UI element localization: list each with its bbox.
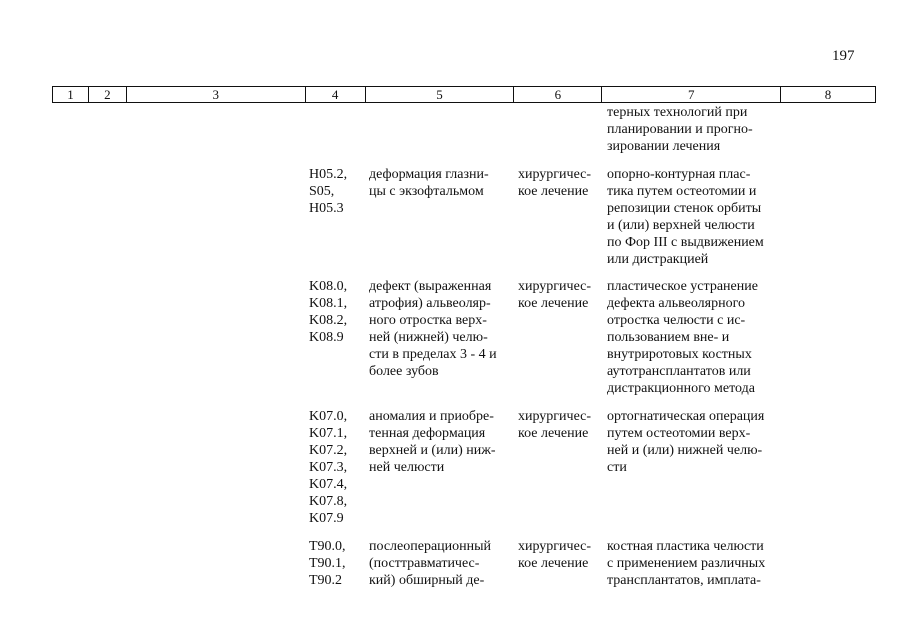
row1-codes-cell bbox=[309, 166, 367, 217]
column-header-1: 1 bbox=[53, 87, 89, 102]
icd-code: K07.9 bbox=[309, 511, 344, 526]
row1-diagnosis-cell bbox=[369, 166, 509, 200]
row4-method-cell bbox=[607, 538, 777, 589]
icd-code: K08.9 bbox=[309, 330, 344, 345]
column-header-7: 7 bbox=[602, 87, 781, 102]
diagnosis-line: послеоперационный bbox=[369, 539, 492, 554]
method-line: костная пластика челюсти bbox=[607, 539, 764, 554]
method-line: пластическое устранение bbox=[607, 279, 758, 294]
diagnosis-line: цы с экзофтальмом bbox=[369, 184, 484, 199]
continuation-method-cell bbox=[607, 104, 777, 155]
icd-code: H05.2, bbox=[309, 167, 348, 182]
row3-codes-cell bbox=[309, 408, 367, 527]
icd-code: T90.2 bbox=[309, 573, 343, 588]
diagnosis-line: аномалия и приобре- bbox=[369, 409, 494, 424]
method-line: пользованием вне- и bbox=[607, 330, 730, 345]
method-line: и (или) верхней челюсти bbox=[607, 218, 755, 233]
icd-code: K07.2, bbox=[309, 443, 348, 458]
treatment-line: хирургичес- bbox=[518, 167, 592, 182]
method-line: опорно-контурная плас- bbox=[607, 167, 751, 182]
table-header-row bbox=[52, 86, 876, 103]
method-line: зировании лечения bbox=[607, 139, 721, 154]
row3-method-cell bbox=[607, 408, 777, 476]
icd-code: K07.8, bbox=[309, 494, 348, 509]
method-line: отростка челюсти с ис- bbox=[607, 313, 746, 328]
column-header-3: 3 bbox=[127, 87, 306, 102]
icd-code: K07.4, bbox=[309, 477, 348, 492]
method-line: сти bbox=[607, 460, 627, 475]
icd-code: H05.3 bbox=[309, 201, 344, 216]
treatment-line: хирургичес- bbox=[518, 409, 592, 424]
method-line: тика путем остеотомии и bbox=[607, 184, 757, 199]
icd-code: K07.3, bbox=[309, 460, 348, 475]
icd-code: K07.0, bbox=[309, 409, 348, 424]
method-line: или дистракцией bbox=[607, 252, 709, 267]
diagnosis-line: ней (нижней) челю- bbox=[369, 330, 488, 345]
icd-code: K08.1, bbox=[309, 296, 348, 311]
diagnosis-line: тенная деформация bbox=[369, 426, 486, 441]
diagnosis-line: верхней и (или) ниж- bbox=[369, 443, 496, 458]
row2-treatment-cell bbox=[518, 278, 603, 312]
method-line: дистракционного метода bbox=[607, 381, 755, 396]
diagnosis-line: дефект (выраженная bbox=[369, 279, 492, 294]
method-line: дефекта альвеолярного bbox=[607, 296, 745, 311]
method-line: трансплантатов, имплата- bbox=[607, 573, 761, 588]
diagnosis-line: более зубов bbox=[369, 364, 439, 379]
diagnosis-line: кий) обширный де- bbox=[369, 573, 485, 588]
icd-code: K08.0, bbox=[309, 279, 348, 294]
page-number: 197 bbox=[832, 48, 855, 64]
icd-code: T90.0, bbox=[309, 539, 346, 554]
method-line: ортогнатическая операция bbox=[607, 409, 765, 424]
row2-method-cell bbox=[607, 278, 777, 397]
method-line: репозиции стенок орбиты bbox=[607, 201, 762, 216]
icd-code: S05, bbox=[309, 184, 335, 199]
method-line: с применением различных bbox=[607, 556, 766, 571]
column-header-4: 4 bbox=[306, 87, 366, 102]
row4-codes-cell bbox=[309, 538, 367, 589]
method-line: путем остеотомии верх- bbox=[607, 426, 751, 441]
method-line-text: терных технологий при bbox=[607, 105, 748, 120]
method-line: ней и (или) нижней челю- bbox=[607, 443, 763, 458]
row1-method-cell bbox=[607, 166, 777, 268]
method-line: аутотрансплантатов или bbox=[607, 364, 751, 379]
row2-diagnosis-cell bbox=[369, 278, 509, 380]
row4-diagnosis-cell bbox=[369, 538, 509, 589]
row3-treatment-cell bbox=[518, 408, 603, 442]
diagnosis-line: деформация глазни- bbox=[369, 167, 489, 182]
diagnosis-line: (посттравматичес- bbox=[369, 556, 480, 571]
diagnosis-line: атрофия) альвеоляр- bbox=[369, 296, 491, 311]
diagnosis-line: сти в пределах 3 - 4 и bbox=[369, 347, 497, 362]
treatment-line: хирургичес- bbox=[518, 539, 592, 554]
row3-diagnosis-cell bbox=[369, 408, 509, 476]
row1-treatment-cell bbox=[518, 166, 603, 200]
icd-code: K07.1, bbox=[309, 426, 348, 441]
method-line: по Фор III с выдвижением bbox=[607, 235, 764, 250]
method-line: планировании и прогно- bbox=[607, 122, 753, 137]
row4-treatment-cell bbox=[518, 538, 603, 572]
icd-code: T90.1, bbox=[309, 556, 346, 571]
method-line bbox=[607, 104, 777, 121]
method-line: внутриротовых костных bbox=[607, 347, 752, 362]
column-header-2: 2 bbox=[89, 87, 127, 102]
row2-codes-cell bbox=[309, 278, 367, 346]
icd-code: K08.2, bbox=[309, 313, 348, 328]
treatment-line: кое лечение bbox=[518, 296, 589, 311]
column-header-6: 6 bbox=[514, 87, 602, 102]
treatment-line: кое лечение bbox=[518, 556, 589, 571]
treatment-line: хирургичес- bbox=[518, 279, 592, 294]
diagnosis-line: ного отростка верх- bbox=[369, 313, 487, 328]
treatment-line: кое лечение bbox=[518, 426, 589, 441]
column-header-8: 8 bbox=[781, 87, 876, 102]
column-header-5: 5 bbox=[366, 87, 515, 102]
treatment-line: кое лечение bbox=[518, 184, 589, 199]
diagnosis-line: ней челюсти bbox=[369, 460, 445, 475]
